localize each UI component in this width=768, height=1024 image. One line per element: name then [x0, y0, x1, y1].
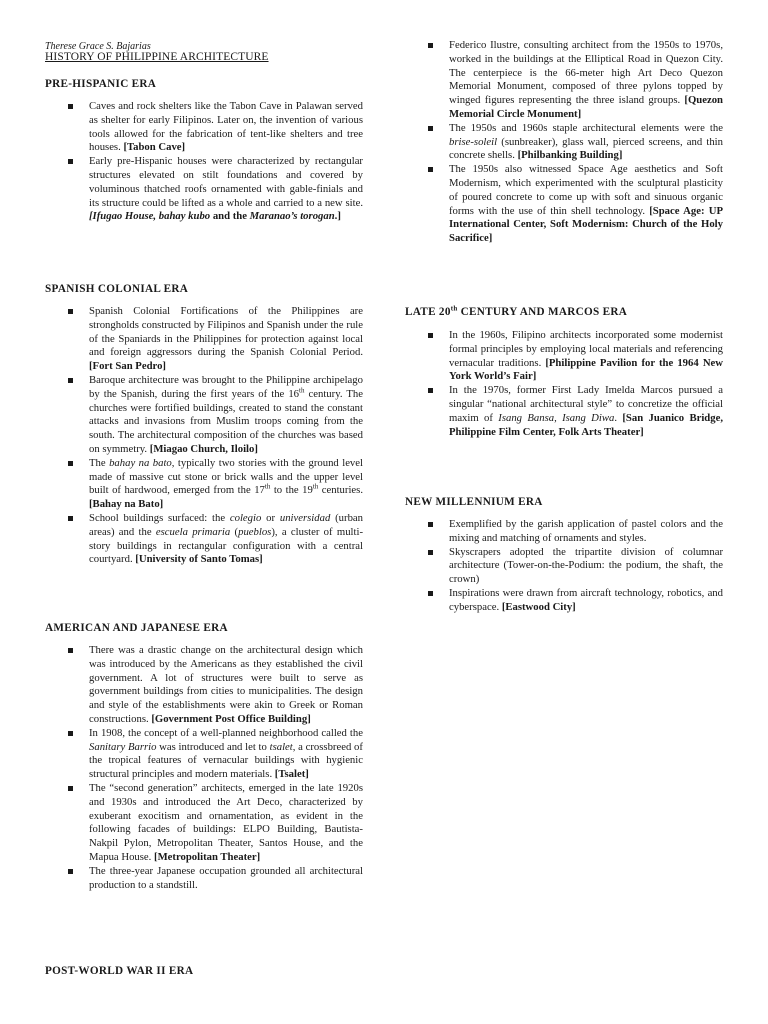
- heading-spanish: SPANISH COLONIAL ERA: [45, 283, 189, 295]
- list-item: In the 1970s, former First Lady Imelda Marcos pursued a singular “national architectural style” to concretize the official maxim of Isang Bansa, Isang Diwa. [San Juanico Bridge, Philippine Film Center, Folk Arts Theater]: [405, 384, 723, 439]
- bullet-icon: [428, 167, 433, 172]
- list-item: Baroque architecture was brought to the Philippine archipelago by the Spanish, during the first years of the 16th century. The churches were fortified buildings, created to stand the constant attacks and invasions from Muslim troops coming from the south. The architectural composition of the churches was based on symmetry. [Miagao Church, Iloilo]: [45, 374, 363, 457]
- bullet-icon: [68, 516, 73, 521]
- list-item: There was a drastic change on the architectural design which was introduced by the Americans as they established the civil government. A lot of structures were built to serve as government buildings from cities to municipalities. The design and style of the establishments were akin to Greek or Roman constructions. [Government Post Office Building]: [45, 644, 363, 727]
- list-marcos: [405, 329, 723, 439]
- heading-marcos: LATE 20th CENTURY AND MARCOS ERA: [405, 304, 628, 318]
- list-item: In the 1960s, Filipino architects incorporated some modernist formal principles by employing local materials and referencing vernacular traditions. [Philippine Pavilion for the 1964 New York World’s Fair]: [405, 329, 723, 384]
- list-item: Skyscrapers adopted the tripartite division of columnar architecture (Tower-on-the-Podium: the podium, the shaft, the crown): [405, 546, 723, 587]
- bullet-icon: [68, 731, 73, 736]
- list-prehispanic: [45, 100, 363, 224]
- bullet-icon: [68, 104, 73, 109]
- list-item: Federico Ilustre, consulting architect from the 1950s to 1970s, worked in the buildings at the Elliptical Road in Quezon City. The centerpiece is the 66-meter high Art Deco Quezon Memorial Monument, composed of three pylons topped by winged figures representing the three island groups. [Quezon Memorial Circle Monument]: [405, 39, 723, 122]
- heading-american: AMERICAN AND JAPANESE ERA: [45, 622, 228, 634]
- list-item: The “second generation” architects, emerged in the late 1920s and 1930s and introduced the Art Deco, characterized by exuberant exocitism and ornamentation, as evident in the following facades of buildings: ELPO Building, Bautista-Nakpil Pylon, Metropolitan Theater, Santos House, and the Mapua House. [Metropolitan Theater]: [45, 782, 363, 865]
- list-item: Inspirations were drawn from aircraft technology, robotics, and cyberspace. [Eastwood City]: [405, 587, 723, 615]
- bullet-icon: [428, 522, 433, 527]
- list-item: The 1950s also witnessed Space Age aesthetics and Soft Modernism, which experimented with the sculptural plasticity of poured concrete to come up with soft and sinuous organic forms with the use of thin shell technology. [Space Age: UP International Center, Soft Modernism: Church of the Holy Sacrifice]: [405, 163, 723, 246]
- list-millennium: [405, 518, 723, 615]
- list-american: [45, 644, 363, 892]
- bullet-icon: [68, 648, 73, 653]
- bullet-icon: [428, 591, 433, 596]
- bullet-icon: [68, 869, 73, 874]
- list-item: Exemplified by the garish application of pastel colors and the mixing and matching of ornaments and styles.: [405, 518, 723, 546]
- bullet-icon: [428, 43, 433, 48]
- list-item: School buildings surfaced: the colegio or universidad (urban areas) and the escuela primaria (pueblos), a cluster of multi-story buildings in rectangular configuration with a central courtyard. [University of Santo Tomas]: [45, 512, 363, 567]
- bullet-icon: [68, 309, 73, 314]
- bullet-icon: [68, 378, 73, 383]
- bullet-icon: [68, 461, 73, 466]
- list-postwar: [405, 39, 723, 246]
- bullet-icon: [68, 159, 73, 164]
- heading-postwar: POST-WORLD WAR II ERA: [45, 965, 194, 977]
- bullet-icon: [428, 333, 433, 338]
- document-title: HISTORY OF PHILIPPINE ARCHITECTURE: [45, 51, 269, 63]
- list-item: Spanish Colonial Fortifications of the Philippines are strongholds constructed by Filipinos and Spanish under the rule of the Spaniards in the Philippines for protection against local and foreign aggressors during the Spanish Colonial Period. [Fort San Pedro]: [45, 305, 363, 374]
- heading-millennium: NEW MILLENNIUM ERA: [405, 496, 543, 508]
- bullet-icon: [428, 550, 433, 555]
- bullet-icon: [428, 126, 433, 131]
- list-item: Early pre-Hispanic houses were characterized by rectangular structures elevated on stilt foundations and covered by voluminous thatched roofs ornamented with gable-finials and its structure could be lifted as a whole and carried to a new site. [Ifugao House, bahay kubo and the Maranao’s torogan.]: [45, 155, 363, 224]
- list-item: In 1908, the concept of a well-planned neighborhood called the Sanitary Barrio was introduced and let to tsalet, a crossbreed of the tropical features of vernacular buildings with hygienic structural principles and modern materials. [Tsalet]: [45, 727, 363, 782]
- list-item: The bahay na bato, typically two stories with the ground level made of massive cut stone or brick walls and the upper level built of hardwood, emerged from the 17th to the 19th centuries. [Bahay na Bato]: [45, 457, 363, 512]
- bullet-icon: [428, 388, 433, 393]
- list-item: Caves and rock shelters like the Tabon Cave in Palawan served as shelter for early Filipinos. Later on, the invention of various tools allowed for the fabrication of tent-like shelters and tree houses. [Tabon Cave]: [45, 100, 363, 155]
- list-spanish: [45, 305, 363, 567]
- list-item: The 1950s and 1960s staple architectural elements were the brise-soleil (sunbreaker), glass wall, pierced screens, and thin concrete shells. [Philbanking Building]: [405, 122, 723, 163]
- bullet-icon: [68, 786, 73, 791]
- list-item: The three-year Japanese occupation grounded all architectural production to a standstill.: [45, 865, 363, 893]
- author-name: Therese Grace S. Bajarias: [45, 41, 151, 52]
- heading-prehispanic: PRE-HISPANIC ERA: [45, 78, 157, 90]
